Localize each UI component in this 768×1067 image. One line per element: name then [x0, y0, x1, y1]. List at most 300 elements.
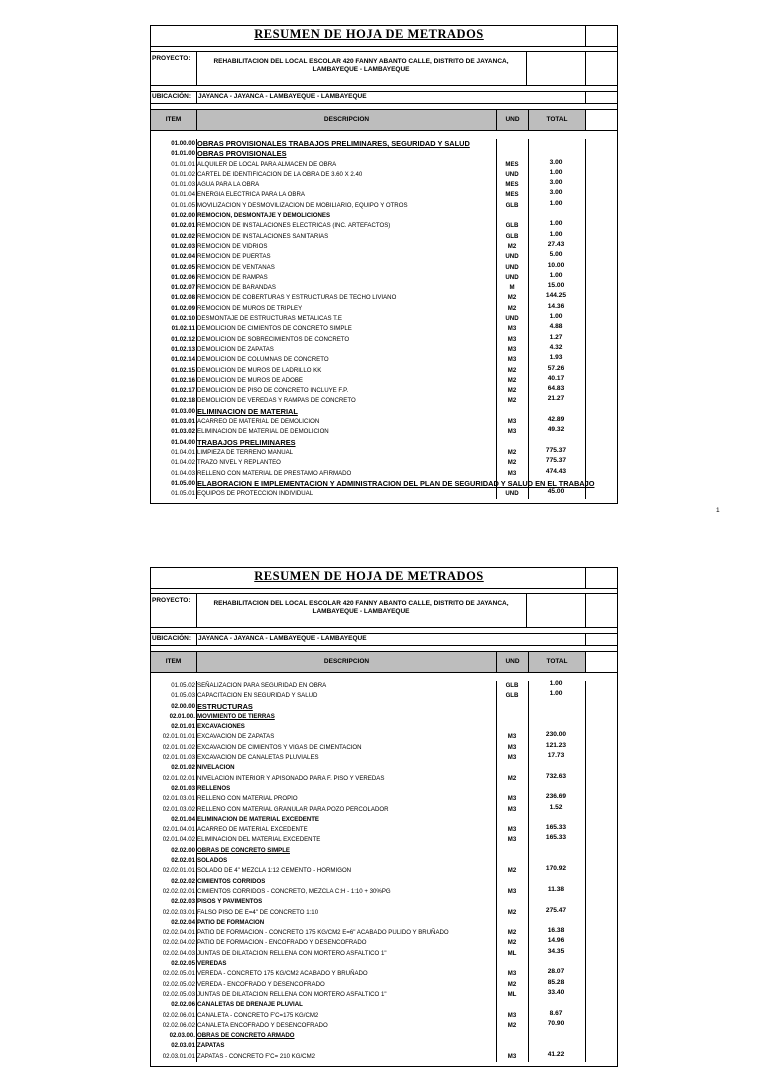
item-description: ELIMINACION DE MATERIAL DE DEMOLICION: [197, 428, 329, 436]
item-total: 14.96: [547, 937, 565, 945]
item-code: 02.02.05.02: [162, 980, 195, 988]
item-description: FALSO PISO DE E=4" DE CONCRETO 1:10: [197, 908, 319, 916]
item-code: 01.02.06: [171, 273, 195, 281]
item-description: CANALETA - CONCRETO F'C=175 KG/CM2: [197, 1011, 319, 1019]
item-code: 02.02.02.01: [162, 887, 195, 895]
item-code: 01.05.01: [171, 490, 195, 498]
item-total: 11.38: [547, 885, 565, 893]
item-total: 1.93: [549, 354, 563, 362]
item-code: 01.01.04: [171, 191, 195, 199]
item-description: PATIO DE FORMACION - ENCOFRADO Y DESENCOFRADO: [197, 939, 367, 947]
item-description: NIVELACION INTERIOR Y APISONADO PARA F. PISO Y VEREDAS: [197, 774, 385, 782]
item-total: 49.32: [547, 426, 565, 434]
item-unit: M2: [507, 366, 517, 374]
item-total: 732.63: [545, 772, 567, 780]
table-row: [151, 139, 617, 149]
table-row: [151, 949, 617, 959]
item-unit: M3: [507, 1011, 517, 1019]
item-total: 1.00: [549, 168, 563, 176]
item-description: RELLENO CON MATERIAL PROPIO: [197, 795, 298, 803]
item-code: 02.03.01.01: [162, 1052, 195, 1060]
proyecto-label: PROYECTO:: [152, 597, 191, 604]
item-total: 165.33: [545, 834, 567, 842]
item-unit: ML: [507, 949, 517, 957]
table-row: [151, 887, 617, 897]
item-code: 02.02.06.01: [162, 1011, 195, 1019]
column-header-item: ITEM: [151, 652, 196, 672]
item-description: ELABORACION E IMPLEMENTACION Y ADMINISTRACION DEL PLAN DE SEGURIDAD Y SALUD EN EL TRABAJO: [197, 478, 595, 488]
item-unit: GLB: [505, 232, 519, 240]
item-description: REMOCION DE PUERTAS: [197, 253, 271, 261]
item-total: 3.00: [549, 158, 563, 166]
item-total: 34.35: [547, 947, 565, 955]
item-code: 01.02.09: [171, 304, 195, 312]
item-code: 02.02.01.01: [162, 867, 195, 875]
item-description: ZAPATAS - CONCRETO F'C= 210 KG/CM2: [197, 1052, 316, 1060]
item-total: 64.83: [547, 385, 565, 393]
proyecto-value-line1: REHABILITACION DEL LOCAL ESCOLAR 420 FANNY ABANTO CALLE, DISTRITO DE JAYANCA,: [213, 600, 509, 607]
table-row: [151, 396, 617, 406]
item-unit: M3: [507, 733, 517, 741]
proyecto-row: [151, 51, 617, 86]
item-code: 01.01.01: [171, 160, 195, 168]
ubicacion-row: [151, 91, 617, 104]
item-description: SOLADOS: [197, 857, 228, 865]
item-total: 1.27: [549, 333, 563, 341]
item-description: DEMOLICION DE COLUMNAS DE CONCRETO: [197, 356, 329, 364]
item-total: 144.25: [545, 292, 567, 300]
item-code: 02.02.04: [171, 918, 195, 926]
item-code: 01.00.00: [171, 140, 195, 147]
item-total: 165.33: [545, 824, 567, 832]
item-description: VEREDA - CONCRETO 175 KG/CM2 ACABADO Y BRUÑADO: [197, 970, 368, 978]
item-unit: M3: [507, 743, 517, 751]
item-code: 01.05.03: [171, 692, 195, 700]
item-total: 1.00: [549, 220, 563, 228]
ubicacion-row: [151, 633, 617, 646]
item-description: ALQUILER DE LOCAL PARA ALMACEN DE OBRA: [197, 160, 337, 168]
item-unit: M2: [507, 397, 517, 405]
proyecto-value-line2: LAMBAYEQUE - LAMBAYEQUE: [312, 608, 410, 615]
table-row: [151, 201, 617, 211]
item-unit: M2: [507, 376, 517, 384]
item-code: 01.02.07: [171, 284, 195, 292]
item-description: OBRAS DE CONCRETO SIMPLE: [197, 846, 290, 854]
item-total: 40.17: [547, 374, 565, 382]
table-body: [151, 681, 617, 1062]
item-unit: M2: [507, 387, 517, 395]
item-total: 474.43: [545, 467, 567, 475]
metrados-sheet-page-2: [150, 567, 618, 1067]
item-unit: M3: [507, 970, 517, 978]
item-total: 775.37: [545, 457, 567, 465]
item-total: 275.47: [545, 906, 567, 914]
item-code: 02.02.03.01: [162, 908, 195, 916]
table-row: [151, 805, 617, 815]
item-total: 45.00: [547, 488, 565, 496]
item-unit: UND: [505, 273, 519, 281]
proyecto-value: [197, 600, 525, 616]
item-description: JUNTAS DE DILATACION RELLENA CON MORTERO ASFALTICO 1": [197, 990, 387, 998]
item-description: MOVIMIENTO DE TIERRAS: [197, 712, 275, 720]
item-description: REMOCION DE INSTALACIONES SANITARIAS: [197, 232, 329, 240]
table-row: [151, 691, 617, 701]
item-description: ACARREO DE MATERIAL EXCEDENTE: [197, 826, 308, 834]
item-description: REMOCION DE VENTANAS: [197, 263, 275, 271]
item-description: ENERGIA ELECTRICA PARA LA OBRA: [197, 191, 305, 199]
item-unit: ML: [507, 990, 517, 998]
item-code: 01.02.03: [171, 242, 195, 250]
table-row: [151, 753, 617, 763]
item-description: OBRAS PROVISIONALES TRABAJOS PRELIMINARES, SEGURIDAD Y SALUD: [197, 139, 470, 148]
item-total: 4.88: [549, 323, 563, 331]
item-code: 02.01.03.01: [162, 795, 195, 803]
item-description: JUNTAS DE DILATACION RELLENA CON MORTERO ASFALTICO 1": [197, 949, 387, 957]
sheet-title: RESUMEN DE HOJA DE METRADOS: [254, 569, 484, 583]
item-total: 5.00: [549, 251, 563, 259]
item-code: 02.02.06: [171, 1001, 195, 1009]
item-code: 01.04.01: [171, 448, 195, 456]
item-description: SEÑALIZACION PARA SEGURIDAD EN OBRA: [197, 682, 327, 689]
item-description: REMOCION DE INSTALACIONES ELECTRICAS (INC. ARTEFACTOS): [197, 222, 391, 230]
item-total: 8.67: [549, 1009, 563, 1017]
item-code: 01.04.00: [171, 438, 195, 446]
item-code: 01.05.00: [171, 479, 195, 487]
table-row: [151, 866, 617, 876]
page-number: 1: [716, 507, 720, 514]
item-description: EXCAVACIONES: [197, 723, 245, 731]
item-unit: M2: [507, 980, 517, 988]
proyecto-label: PROYECTO:: [152, 55, 191, 62]
item-unit: UND: [505, 263, 519, 271]
item-unit: M2: [507, 294, 517, 302]
item-unit: M2: [507, 242, 517, 250]
item-total: 1.00: [549, 313, 563, 321]
item-code: 02.01.04: [171, 815, 195, 823]
table-row: [151, 835, 617, 845]
item-code: 02.01.03.02: [162, 805, 195, 813]
item-unit: M3: [507, 1052, 517, 1060]
item-unit: M3: [507, 836, 517, 844]
item-total: 3.00: [549, 179, 563, 187]
proyecto-value-line1: REHABILITACION DEL LOCAL ESCOLAR 420 FANNY ABANTO CALLE, DISTRITO DE JAYANCA,: [213, 58, 509, 65]
item-unit: M3: [507, 795, 517, 803]
table-row: [151, 427, 617, 437]
sheet-title: RESUMEN DE HOJA DE METRADOS: [254, 27, 484, 41]
item-code: 02.01.00.: [169, 712, 195, 720]
item-code: 02.03.01: [171, 1042, 195, 1050]
item-unit: M2: [507, 459, 517, 467]
item-description: LIMPIEZA DE TERRENO MANUAL: [197, 448, 294, 456]
item-code: 01.02.04: [171, 253, 195, 261]
item-code: 02.01.01: [171, 723, 195, 731]
item-description: RELLENO CON MATERIAL GRANULAR PARA POZO PERCOLADOR: [197, 805, 389, 813]
column-header-total: TOTAL: [528, 652, 585, 672]
item-code: 01.05.02: [171, 682, 195, 689]
item-unit: M3: [507, 345, 517, 353]
item-code: 01.02.02: [171, 232, 195, 240]
item-code: 02.02.03: [171, 898, 195, 906]
item-description: TRAZO NIVEL Y REPLANTEO: [197, 459, 281, 467]
item-total: 1.00: [549, 690, 563, 698]
table-body: [151, 139, 617, 499]
item-unit: M3: [507, 469, 517, 477]
item-code: 02.02.01: [171, 857, 195, 865]
item-total: 1.52: [549, 803, 563, 811]
item-code: 02.02.05.03: [162, 990, 195, 998]
item-unit: M2: [507, 1021, 517, 1029]
item-description: SOLADO DE 4" MEZCLA 1:12 CEMENTO - HORMIGON: [197, 867, 352, 875]
column-header-item: ITEM: [151, 110, 196, 130]
item-code: 02.02.04.02: [162, 939, 195, 947]
item-code: 01.02.18: [171, 397, 195, 405]
item-total: 170.92: [545, 865, 567, 873]
item-unit: M2: [507, 939, 517, 947]
item-total: 21.27: [547, 395, 565, 403]
title-row: [151, 26, 617, 47]
item-total: 3.00: [549, 189, 563, 197]
item-description: REMOCION DE MUROS DE TRIPLEY: [197, 304, 303, 312]
item-code: 01.02.14: [171, 356, 195, 364]
item-total: 70.90: [547, 1019, 565, 1027]
item-total: 17.73: [547, 752, 565, 760]
item-unit: UND: [505, 490, 519, 498]
item-total: 15.00: [547, 282, 565, 290]
item-total: 57.26: [547, 364, 565, 372]
item-description: PATIO DE FORMACION - CONCRETO 175 KG/CM2 E=6" ACABADO PULIDO Y BRUÑADO: [197, 929, 449, 937]
table-row: [151, 489, 617, 499]
item-code: 02.01.02.01: [162, 774, 195, 782]
item-description: DEMOLICION DE VEREDAS Y RAMPAS DE CONCRETO: [197, 397, 356, 405]
item-unit: GLB: [505, 692, 519, 700]
item-description: MOVILIZACION Y DESMOVILIZACION DE MOBILIARIO, EQUIPO Y OTROS: [197, 201, 408, 209]
item-code: 01.01.02: [171, 170, 195, 178]
table-row: [151, 1052, 617, 1062]
item-unit: MES: [505, 181, 519, 189]
item-code: 02.02.04.01: [162, 929, 195, 937]
item-total: 14.36: [547, 302, 565, 310]
item-code: 01.01.03: [171, 181, 195, 189]
item-unit: MES: [505, 160, 519, 168]
table-row: [151, 712, 617, 722]
item-description: CANALETAS DE DRENAJE PLUVIAL: [197, 1001, 303, 1009]
item-code: 01.02.05: [171, 263, 195, 271]
table-row: [151, 846, 617, 856]
item-unit: M3: [507, 356, 517, 364]
item-unit: M3: [507, 428, 517, 436]
item-code: 01.01.05: [171, 201, 195, 209]
table-row: [151, 990, 617, 1000]
ubicacion-label: UBICACIÓN:: [152, 635, 191, 642]
item-description: REMOCION DE BARANDAS: [197, 284, 276, 292]
item-code: 01.02.15: [171, 366, 195, 374]
item-code: 02.00.00: [171, 702, 195, 710]
item-unit: M3: [507, 325, 517, 333]
item-total: 121.23: [545, 741, 567, 749]
proyecto-value-line2: LAMBAYEQUE - LAMBAYEQUE: [312, 66, 410, 73]
item-unit: GLB: [505, 682, 519, 689]
table-row: [151, 1031, 617, 1041]
item-unit: M2: [507, 774, 517, 782]
item-code: 02.03.00.: [169, 1032, 195, 1040]
item-description: VEREDA - ENCOFRADO Y DESENCOFRADO: [197, 980, 325, 988]
item-total: 42.89: [547, 416, 565, 424]
item-code: 01.02.17: [171, 387, 195, 395]
item-code: 02.02.05: [171, 960, 195, 968]
column-header-row: [151, 109, 617, 131]
table-row: [151, 908, 617, 918]
ubicacion-value: JAYANCA - JAYANCA - LAMBAYEQUE - LAMBAYEQUE: [198, 93, 367, 100]
item-code: 02.01.01.01: [162, 733, 195, 741]
item-description: ELIMINACION DE MATERIAL EXCEDENTE: [197, 815, 319, 823]
item-total: 236.69: [545, 793, 567, 801]
item-description: REMOCION DE VIDRIOS: [197, 242, 268, 250]
item-description: CANALETA ENCOFRADO Y DESENCOFRADO: [197, 1021, 328, 1029]
column-header-und: UND: [496, 110, 528, 130]
item-code: 02.02.00: [171, 846, 195, 854]
item-description: ACARREO DE MATERIAL DE DEMOLICION: [197, 418, 320, 426]
item-unit: M2: [507, 908, 517, 916]
item-unit: GLB: [505, 201, 519, 209]
item-unit: UND: [505, 315, 519, 323]
ubicacion-value: JAYANCA - JAYANCA - LAMBAYEQUE - LAMBAYEQUE: [198, 635, 367, 642]
item-code: 01.02.16: [171, 376, 195, 384]
item-code: 01.02.13: [171, 345, 195, 353]
metrados-sheet-page-1: [150, 25, 618, 504]
item-unit: M2: [507, 867, 517, 875]
item-description: NIVELACION: [197, 764, 235, 772]
item-unit: M: [509, 284, 515, 292]
item-unit: M3: [507, 887, 517, 895]
item-description: DEMOLICION DE ZAPATAS: [197, 345, 274, 353]
ubicacion-label: UBICACIÓN:: [152, 93, 191, 100]
item-unit: M3: [507, 418, 517, 426]
item-total: 28.07: [547, 968, 565, 976]
item-code: 02.01.02: [171, 764, 195, 772]
item-description: OBRAS PROVISIONALES: [197, 149, 287, 159]
item-total: 230.00: [545, 731, 567, 739]
item-code: 02.02.02: [171, 877, 195, 885]
item-code: 01.01.00: [171, 150, 195, 158]
item-code: 01.03.01: [171, 418, 195, 426]
item-code: 01.02.10: [171, 315, 195, 323]
item-unit: M2: [507, 448, 517, 456]
item-unit: M3: [507, 754, 517, 762]
item-code: 02.01.04.01: [162, 826, 195, 834]
item-description: RELLENO CON MATERIAL DE PRESTAMO AFIRMADO: [197, 469, 352, 477]
item-code: 02.02.05.01: [162, 970, 195, 978]
column-header-desc: DESCRIPCION: [196, 110, 496, 130]
item-description: ELIMINACION DE MATERIAL: [197, 406, 298, 416]
item-code: 02.01.01.03: [162, 754, 195, 762]
item-total: 1.00: [549, 680, 563, 687]
item-description: EXCAVACION DE ZAPATAS: [197, 733, 275, 741]
item-total: 4.32: [549, 343, 563, 351]
item-description: DEMOLICION DE PISO DE CONCRETO INCLUYE F.P.: [197, 387, 349, 395]
title-row: [151, 568, 617, 589]
item-code: 01.02.01: [171, 222, 195, 230]
table-row: [151, 469, 617, 479]
item-description: ZAPATAS: [197, 1042, 225, 1050]
column-header-total: TOTAL: [528, 110, 585, 130]
item-code: 01.02.00: [171, 212, 195, 220]
proyecto-row: [151, 593, 617, 628]
item-total: 1.00: [549, 199, 563, 207]
table-row: [151, 1021, 617, 1031]
item-description: PATIO DE FORMACION: [197, 918, 265, 926]
item-description: TRABAJOS PRELIMINARES: [197, 437, 296, 447]
item-unit: M2: [507, 929, 517, 937]
item-code: 01.04.03: [171, 469, 195, 477]
item-description: CIMIENTOS CORRIDOS: [197, 877, 266, 885]
column-header-row: [151, 651, 617, 673]
item-total: 1.00: [549, 271, 563, 279]
item-description: EQUIPOS DE PROTECCION INDIVIDUAL: [197, 490, 314, 498]
item-code: 01.02.08: [171, 294, 195, 302]
item-description: REMOCION DE COBERTURAS Y ESTRUCTURAS DE TECHO LIVIANO: [197, 294, 397, 302]
item-unit: M3: [507, 335, 517, 343]
item-unit: M3: [507, 826, 517, 834]
item-description: PISOS Y PAVIMENTOS: [197, 898, 263, 906]
item-code: 01.02.11: [171, 325, 195, 333]
item-description: DEMOLICION DE CIMIENTOS DE CONCRETO SIMPLE: [197, 325, 352, 333]
item-code: 01.02.12: [171, 335, 195, 343]
item-description: CIMIENTOS CORRIDOS - CONCRETO, MEZCLA C:H - 1:10 + 30%PG: [197, 887, 391, 895]
item-description: DEMOLICION DE SOBRECIMIENTOS DE CONCRETO: [197, 335, 350, 343]
item-total: 27.43: [547, 240, 565, 248]
item-description: CAPACITACION EN SEGURIDAD Y SALUD: [197, 692, 318, 700]
proyecto-value: [197, 58, 525, 74]
column-header-desc: DESCRIPCION: [196, 652, 496, 672]
item-code: 02.01.01.02: [162, 743, 195, 751]
item-unit: M2: [507, 304, 517, 312]
item-code: 02.01.04.02: [162, 836, 195, 844]
item-description: DEMOLICION DE MUROS DE LADRILLO KK: [197, 366, 322, 374]
item-code: 01.03.02: [171, 428, 195, 436]
item-unit: MES: [505, 191, 519, 199]
item-total: 10.00: [547, 261, 565, 269]
item-total: 85.28: [547, 978, 565, 986]
column-header-und: UND: [496, 652, 528, 672]
item-code: 02.01.03: [171, 784, 195, 792]
item-description: REMOCION, DESMONTAJE Y DEMOLICIONES: [197, 212, 331, 220]
item-description: RELLENOS: [197, 784, 231, 792]
item-code: 01.04.02: [171, 459, 195, 467]
item-unit: UND: [505, 170, 519, 178]
item-description: DESMONTAJE DE ESTRUCTURAS METALICAS T.E: [197, 315, 342, 323]
item-unit: GLB: [505, 222, 519, 230]
item-description: ELIMINACION DEL MATERIAL EXCEDENTE: [197, 836, 321, 844]
item-total: 1.00: [549, 230, 563, 238]
item-description: ESTRUCTURAS: [197, 701, 253, 711]
item-total: 33.40: [547, 988, 565, 996]
item-unit: M3: [507, 805, 517, 813]
item-total: 16.38: [547, 927, 565, 935]
item-description: AGUA PARA LA OBRA: [197, 181, 260, 189]
item-unit: UND: [505, 253, 519, 261]
table-row: [151, 774, 617, 784]
table-row: [151, 702, 617, 712]
item-description: VEREDAS: [197, 960, 227, 968]
item-code: 02.02.06.02: [162, 1021, 195, 1029]
item-code: 02.02.04.03: [162, 949, 195, 957]
item-description: EXCAVACION DE CANALETAS PLUVIALES: [197, 754, 319, 762]
item-code: 01.03.00: [171, 407, 195, 415]
item-description: REMOCION DE RAMPAS: [197, 273, 268, 281]
item-total: 41.22: [547, 1050, 565, 1058]
item-description: DEMOLICION DE MUROS DE ADOBE: [197, 376, 303, 384]
item-description: CARTEL DE IDENTIFICACION DE LA OBRA DE 3.60 X 2.40: [197, 170, 363, 178]
